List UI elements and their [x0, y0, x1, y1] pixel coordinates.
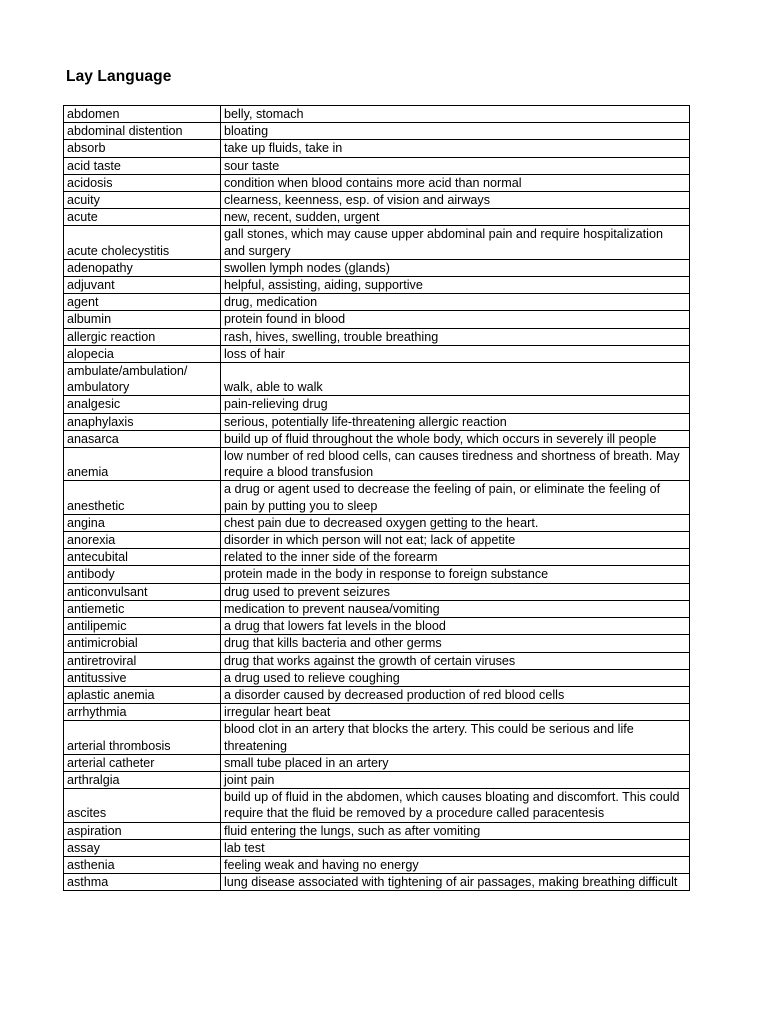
table-row — [64, 721, 690, 754]
table-row — [64, 328, 690, 345]
table-row — [64, 277, 690, 294]
definition-cell: feeling weak and having no energy — [221, 856, 690, 873]
term-cell: agent — [64, 294, 221, 311]
term-cell: acute — [64, 209, 221, 226]
table-row — [64, 669, 690, 686]
term-cell: asthenia — [64, 856, 221, 873]
term-cell: anaphylaxis — [64, 413, 221, 430]
term-cell: acidosis — [64, 174, 221, 191]
table-row — [64, 839, 690, 856]
table-row — [64, 481, 690, 514]
definition-cell: related to the inner side of the forearm — [221, 549, 690, 566]
term-cell: arterial thrombosis — [64, 721, 221, 754]
definition-cell: gall stones, which may cause upper abdominal pain and require hospitalization and surgery — [221, 226, 690, 259]
definition-cell: a disorder caused by decreased production of red blood cells — [221, 686, 690, 703]
table-row — [64, 789, 690, 822]
term-cell: ambulate/ambulation/ ambulatory — [64, 363, 221, 396]
definition-cell: clearness, keenness, esp. of vision and airways — [221, 192, 690, 209]
definition-cell: lung disease associated with tightening of air passages, making breathing difficult — [221, 874, 690, 891]
definition-cell: a drug that lowers fat levels in the blood — [221, 618, 690, 635]
term-cell: anorexia — [64, 532, 221, 549]
definition-cell: rash, hives, swelling, trouble breathing — [221, 328, 690, 345]
table-row — [64, 157, 690, 174]
term-cell: abdominal distention — [64, 123, 221, 140]
table-row — [64, 618, 690, 635]
term-cell: analgesic — [64, 396, 221, 413]
term-cell: anesthetic — [64, 481, 221, 514]
term-cell: antitussive — [64, 669, 221, 686]
definition-cell: loss of hair — [221, 345, 690, 362]
table-row — [64, 600, 690, 617]
definition-cell: disorder in which person will not eat; lack of appetite — [221, 532, 690, 549]
term-cell: antiretroviral — [64, 652, 221, 669]
table-row — [64, 140, 690, 157]
lay-language-table — [63, 105, 690, 891]
term-cell: asthma — [64, 874, 221, 891]
term-cell: arthralgia — [64, 771, 221, 788]
table-row — [64, 209, 690, 226]
definition-cell: bloating — [221, 123, 690, 140]
definition-cell: walk, able to walk — [221, 363, 690, 396]
definition-cell: helpful, assisting, aiding, supportive — [221, 277, 690, 294]
definition-cell: a drug or agent used to decrease the feeling of pain, or eliminate the feeling of pain by putting you to sleep — [221, 481, 690, 514]
definition-cell: protein made in the body in response to foreign substance — [221, 566, 690, 583]
definition-cell: blood clot in an artery that blocks the artery. This could be serious and life threatening — [221, 721, 690, 754]
term-cell: albumin — [64, 311, 221, 328]
table-body — [64, 106, 690, 891]
term-cell: antilipemic — [64, 618, 221, 635]
table-row — [64, 413, 690, 430]
definition-cell: low number of red blood cells, can causes tiredness and shortness of breath. May require a blood transfusion — [221, 448, 690, 481]
definition-cell: drug, medication — [221, 294, 690, 311]
term-cell: aspiration — [64, 822, 221, 839]
table-row — [64, 856, 690, 873]
definition-cell: drug that works against the growth of certain viruses — [221, 652, 690, 669]
table-row — [64, 294, 690, 311]
table-row — [64, 345, 690, 362]
definition-cell: irregular heart beat — [221, 704, 690, 721]
table-row — [64, 123, 690, 140]
definition-cell: new, recent, sudden, urgent — [221, 209, 690, 226]
definition-cell: lab test — [221, 839, 690, 856]
table-row — [64, 583, 690, 600]
term-cell: adenopathy — [64, 259, 221, 276]
table-row — [64, 754, 690, 771]
term-cell: angina — [64, 514, 221, 531]
term-cell: alopecia — [64, 345, 221, 362]
table-row — [64, 226, 690, 259]
definition-cell: build up of fluid in the abdomen, which causes bloating and discomfort. This could require that the fluid be removed by a procedure called paracentesis — [221, 789, 690, 822]
table-row — [64, 652, 690, 669]
definition-cell: belly, stomach — [221, 106, 690, 123]
definition-cell: take up fluids, take in — [221, 140, 690, 157]
definition-cell: drug that kills bacteria and other germs — [221, 635, 690, 652]
definition-cell: fluid entering the lungs, such as after vomiting — [221, 822, 690, 839]
term-cell: anticonvulsant — [64, 583, 221, 600]
term-cell: antibody — [64, 566, 221, 583]
table-row — [64, 686, 690, 703]
definition-cell: pain-relieving drug — [221, 396, 690, 413]
table-row — [64, 549, 690, 566]
table-row — [64, 635, 690, 652]
term-cell: abdomen — [64, 106, 221, 123]
term-cell: anasarca — [64, 430, 221, 447]
term-cell: acid taste — [64, 157, 221, 174]
table-row — [64, 174, 690, 191]
table-row — [64, 259, 690, 276]
term-cell: adjuvant — [64, 277, 221, 294]
definition-cell: chest pain due to decreased oxygen getting to the heart. — [221, 514, 690, 531]
term-cell: antiemetic — [64, 600, 221, 617]
definition-cell: drug used to prevent seizures — [221, 583, 690, 600]
term-cell: assay — [64, 839, 221, 856]
table-row — [64, 704, 690, 721]
definition-cell: small tube placed in an artery — [221, 754, 690, 771]
table-row — [64, 106, 690, 123]
table-row — [64, 822, 690, 839]
term-cell: aplastic anemia — [64, 686, 221, 703]
table-row — [64, 874, 690, 891]
table-row — [64, 514, 690, 531]
term-cell: absorb — [64, 140, 221, 157]
term-cell: allergic reaction — [64, 328, 221, 345]
table-row — [64, 396, 690, 413]
table-row — [64, 192, 690, 209]
term-cell: acuity — [64, 192, 221, 209]
definition-cell: protein found in blood — [221, 311, 690, 328]
table-row — [64, 566, 690, 583]
definition-cell: condition when blood contains more acid than normal — [221, 174, 690, 191]
term-cell: ascites — [64, 789, 221, 822]
table-row — [64, 448, 690, 481]
definition-cell: a drug used to relieve coughing — [221, 669, 690, 686]
definition-cell: swollen lymph nodes (glands) — [221, 259, 690, 276]
term-cell: arterial catheter — [64, 754, 221, 771]
definition-cell: serious, potentially life-threatening allergic reaction — [221, 413, 690, 430]
term-cell: antimicrobial — [64, 635, 221, 652]
term-cell: antecubital — [64, 549, 221, 566]
definition-cell: build up of fluid throughout the whole body, which occurs in severely ill people — [221, 430, 690, 447]
page-title: Lay Language — [66, 68, 172, 85]
table-row — [64, 363, 690, 396]
term-cell: arrhythmia — [64, 704, 221, 721]
definition-cell: joint pain — [221, 771, 690, 788]
table-row — [64, 771, 690, 788]
table-row — [64, 430, 690, 447]
term-cell: anemia — [64, 448, 221, 481]
table-row — [64, 311, 690, 328]
definition-cell: sour taste — [221, 157, 690, 174]
table-row — [64, 532, 690, 549]
definition-cell: medication to prevent nausea/vomiting — [221, 600, 690, 617]
term-cell: acute cholecystitis — [64, 226, 221, 259]
